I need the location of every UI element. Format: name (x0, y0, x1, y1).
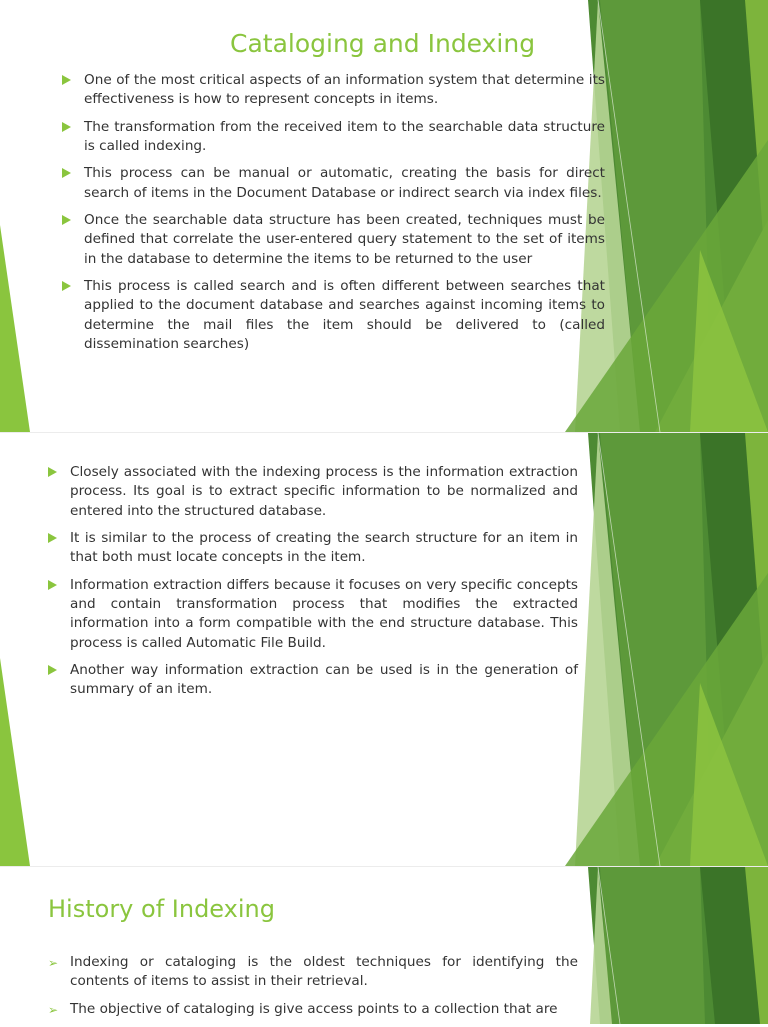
bullet-text: Another way information extraction can be used is in the generation of summary of an item. (70, 662, 578, 698)
triangle-bullet-icon (62, 168, 71, 178)
bullet-text: It is similar to the process of creating the search structure for an item in that both must locate concepts in the item. (70, 530, 578, 566)
list-item (48, 463, 578, 521)
list-item (62, 118, 605, 157)
list-item (48, 1000, 578, 1019)
slide-title: Cataloging and Indexing (230, 29, 536, 58)
bullet-list (48, 953, 578, 1027)
bullet-text: This process is called search and is often different between searches that applied to the document database and searches against incoming items to determine the mail files the item should be delivered to (called dissemination searches) (84, 277, 605, 353)
triangle-bullet-icon (62, 215, 71, 225)
bullet-text: Closely associated with the indexing process is the information extraction process. Its goal is to extract specific information to be normalized and entered into the structured database. (70, 464, 578, 519)
list-item (48, 529, 578, 568)
bullet-text: Indexing or cataloging is the oldest techniques for identifying the contents of items to assist in their retrieval. (70, 954, 578, 990)
slide-title: History of Indexing (48, 895, 275, 923)
triangle-bullet-icon (62, 75, 71, 85)
slide-cataloging-and-indexing (0, 0, 768, 432)
triangle-bullet-icon (48, 665, 57, 675)
bullet-text: This process can be manual or automatic, creating the basis for direct search of items in the Document Database or indirect search via index files. (84, 165, 605, 201)
triangle-bullet-icon (62, 122, 71, 132)
bullet-text: Once the searchable data structure has been created, techniques must be defined that correlate the user-entered query statement to the set of items in the database to determine the items to be returned to the user (84, 211, 605, 267)
arrowhead-bullet-icon: ➢ (48, 956, 59, 970)
triangle-bullet-icon (48, 533, 57, 543)
arrowhead-bullet-icon: ➢ (48, 1002, 59, 1017)
slide-information-extraction (0, 433, 768, 866)
list-item (48, 953, 578, 992)
triangle-bullet-icon (48, 580, 57, 590)
triangle-bullet-icon (48, 467, 57, 477)
bullet-list (48, 463, 578, 708)
list-item (48, 661, 578, 700)
list-item (62, 71, 605, 110)
list-item (62, 277, 605, 355)
bullet-text: The objective of cataloging is give access points to a collection that are (70, 1000, 558, 1017)
list-item (48, 576, 578, 654)
bullet-text: The transformation from the received item to the searchable data structure is called indexing. (84, 118, 605, 155)
bullet-text: Information extraction differs because it focuses on very specific concepts and contain transformation process that modifies the extracted information into a form compatible with the end structure database. This process is called Automatic File Build. (70, 576, 578, 651)
bullet-list (62, 71, 605, 362)
list-item (62, 164, 605, 203)
triangle-bullet-icon (62, 281, 71, 291)
bullet-text: One of the most critical aspects of an information system that determine its effectiveness is how to represent concepts in items. (84, 72, 605, 108)
list-item (62, 211, 605, 269)
